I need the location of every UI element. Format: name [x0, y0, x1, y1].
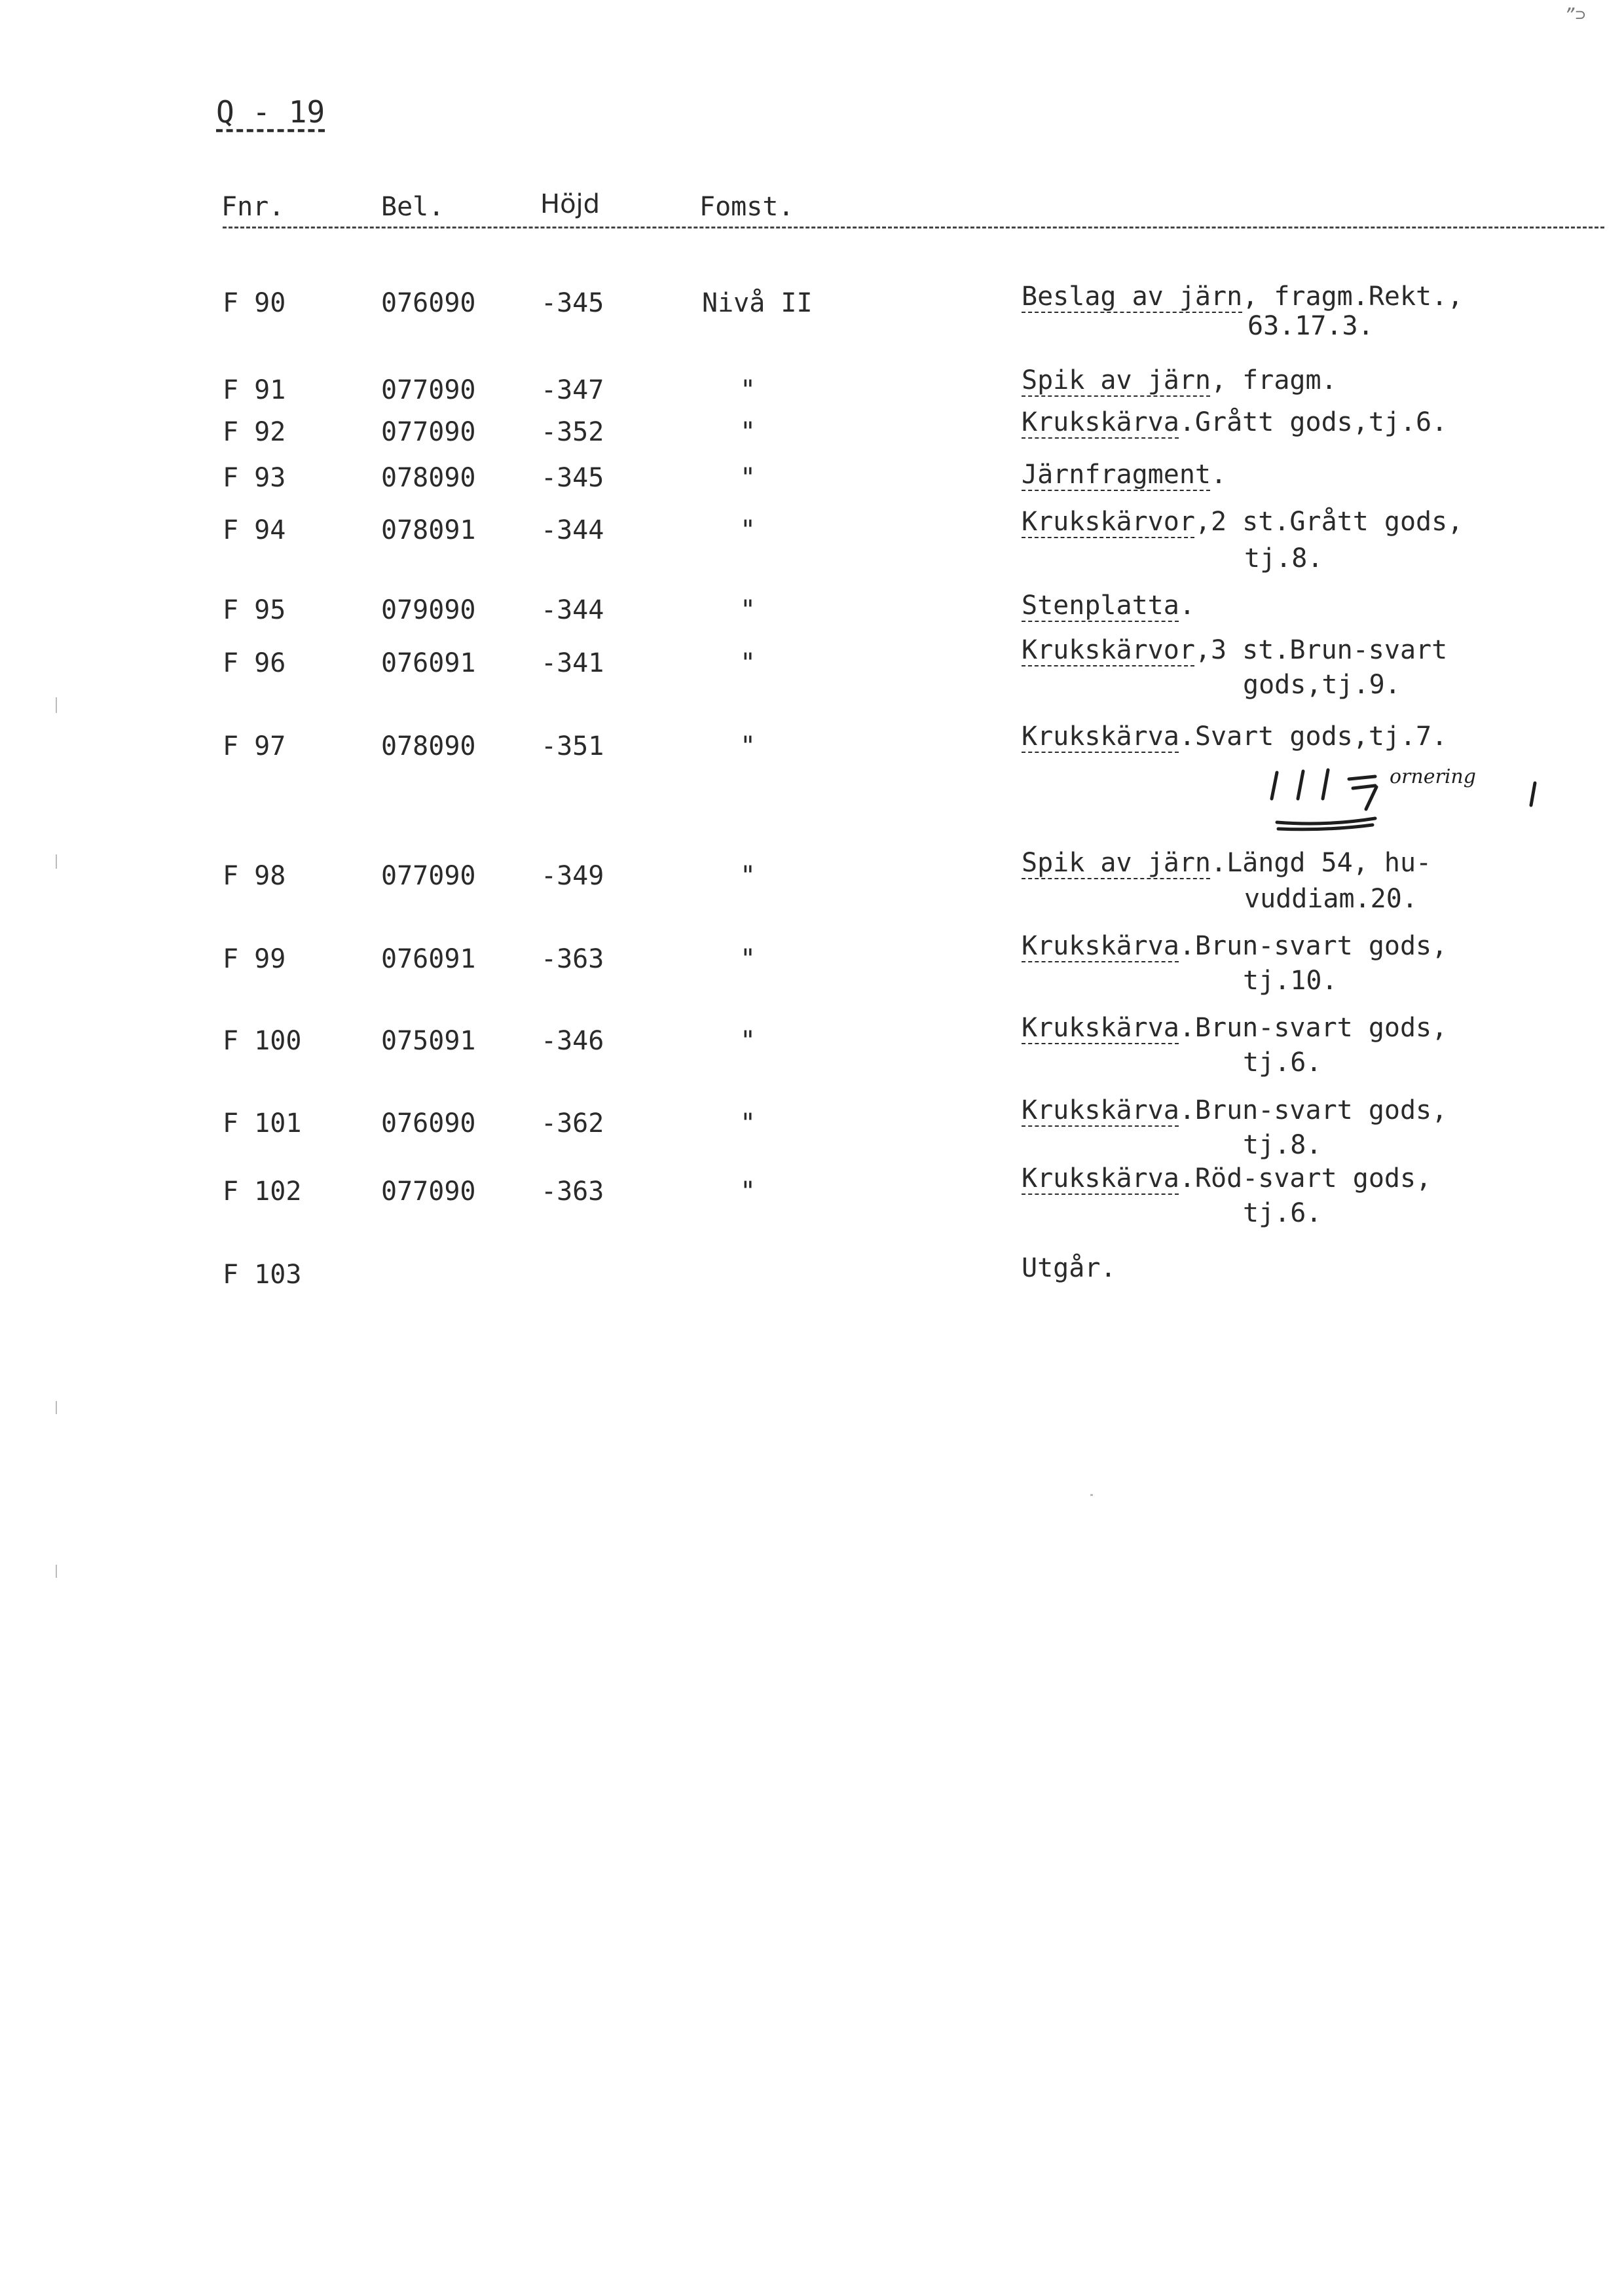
row-fnr: F 96 [223, 648, 286, 678]
row-fomst: " [740, 595, 756, 625]
row-desc [1022, 367, 1337, 393]
row-desc-head: Beslag av järn [1022, 282, 1243, 312]
row-desc [1022, 283, 1463, 310]
row-bel: 077090 [381, 861, 476, 891]
row-hojd: -352 [541, 417, 604, 447]
row-hojd: -349 [541, 861, 604, 891]
row-desc-rest: Utgår. [1022, 1253, 1116, 1283]
row-desc-rest: .Brun-svart gods, [1179, 931, 1448, 961]
row-bel: 075091 [381, 1026, 476, 1056]
header-fomst: Fomst. [699, 192, 794, 222]
header-rule [223, 227, 1604, 228]
row-desc-cont: tj.6. [1243, 1198, 1322, 1228]
row-fnr: F 91 [223, 375, 286, 405]
row-desc-head: Krukskärvor [1022, 507, 1195, 537]
row-fomst: " [740, 375, 756, 405]
row-hojd: -345 [541, 288, 604, 318]
row-bel: 077090 [381, 1176, 476, 1207]
row-hojd: -347 [541, 375, 604, 405]
row-desc-rest: ,3 st.Brun-svart [1194, 635, 1448, 665]
row-bel: 076090 [381, 288, 476, 318]
row-hojd: -362 [541, 1108, 604, 1139]
row-bel: 077090 [381, 417, 476, 447]
row-hojd: -351 [541, 731, 604, 761]
header-hojd: Höjd [540, 189, 600, 219]
row-bel: 076091 [381, 648, 476, 678]
row-desc [1022, 1165, 1431, 1192]
row-bel: 078091 [381, 515, 476, 545]
row-fomst: " [740, 1176, 756, 1207]
corner-mark: ”⊃ [1565, 5, 1586, 25]
row-desc-cont: 63.17.3. [1247, 311, 1374, 341]
row-desc-rest: .Svart gods,tj.7. [1179, 721, 1448, 752]
scan-speck [1090, 1494, 1093, 1496]
row-desc [1022, 1255, 1116, 1281]
row-desc [1022, 592, 1195, 619]
row-desc-rest: .Grått gods,tj.6. [1179, 407, 1448, 437]
row-desc-head: Krukskärva [1022, 1163, 1179, 1194]
row-fnr: F 90 [223, 288, 286, 318]
row-desc-cont: tj.6. [1243, 1048, 1322, 1078]
row-desc-head: Spik av järn [1022, 848, 1211, 878]
row-hojd: -344 [541, 595, 604, 625]
row-fomst: " [740, 861, 756, 891]
row-fnr: F 102 [223, 1176, 302, 1207]
row-desc-head: Krukskärva [1022, 931, 1179, 961]
row-fomst: " [740, 417, 756, 447]
row-desc-head: Krukskärvor [1022, 635, 1195, 665]
row-fnr: F 98 [223, 861, 286, 891]
row-desc-head: Krukskärva [1022, 1095, 1179, 1125]
row-desc-head: Järnfragment [1022, 460, 1211, 490]
row-bel: 078090 [381, 731, 476, 761]
row-desc [1022, 850, 1431, 876]
row-fomst: Nivå II [702, 288, 813, 318]
row-fnr: F 94 [223, 515, 286, 545]
row-hojd: -363 [541, 944, 604, 974]
row-fomst: " [740, 731, 756, 761]
row-desc-rest: , fragm.Rekt., [1242, 282, 1464, 312]
row-hojd: -341 [541, 648, 604, 678]
row-desc-head: Krukskärva [1022, 407, 1179, 437]
row-desc-cont: tj.8. [1244, 543, 1323, 574]
row-hojd: -363 [541, 1176, 604, 1207]
row-fomst: " [740, 1108, 756, 1139]
row-desc [1022, 1097, 1447, 1123]
row-fnr: F 101 [223, 1108, 302, 1139]
row-fomst: " [740, 463, 756, 493]
row-hojd: -344 [541, 515, 604, 545]
row-desc-rest: , fragm. [1210, 365, 1337, 395]
page-title: Q - 19 [216, 94, 325, 130]
scan-speck [56, 854, 57, 869]
row-desc-rest: . [1179, 591, 1195, 621]
row-bel: 076091 [381, 944, 476, 974]
row-fnr: F 92 [223, 417, 286, 447]
row-desc-rest: . [1210, 460, 1227, 490]
row-desc [1022, 462, 1227, 488]
row-desc-cont: tj.8. [1243, 1130, 1322, 1160]
row-bel: 076090 [381, 1108, 476, 1139]
row-desc-rest: .Längd 54, hu- [1210, 848, 1432, 878]
row-fomst: " [740, 944, 756, 974]
row-bel: 078090 [381, 463, 476, 493]
scan-speck [56, 697, 57, 713]
row-fnr: F 99 [223, 944, 286, 974]
row-desc-rest: ,2 st.Grått gods, [1194, 507, 1464, 537]
scan-speck [56, 1565, 57, 1578]
row-desc-cont: tj.10. [1243, 966, 1338, 996]
row-desc [1022, 933, 1447, 959]
row-desc-rest: .Röd-svart gods, [1179, 1163, 1432, 1194]
row-desc [1022, 409, 1447, 435]
row-fnr: F 100 [223, 1026, 302, 1056]
row-fomst: " [740, 648, 756, 678]
header-bel: Bel. [381, 192, 445, 222]
header-fnr: Fnr. [221, 192, 285, 222]
row-bel: 077090 [381, 375, 476, 405]
row-fnr: F 97 [223, 731, 286, 761]
row-desc [1022, 637, 1447, 663]
row-fomst: " [740, 515, 756, 545]
row-desc-head: Stenplatta [1022, 591, 1179, 621]
scan-speck [56, 1401, 57, 1414]
row-fomst: " [740, 1026, 756, 1056]
row-bel: 079090 [381, 595, 476, 625]
row-hojd: -346 [541, 1026, 604, 1056]
row-desc-cont: vuddiam.20. [1244, 884, 1418, 914]
row-desc [1022, 1015, 1447, 1041]
row-desc-rest: .Brun-svart gods, [1179, 1013, 1448, 1043]
row-hojd: -345 [541, 463, 604, 493]
handwritten-note: ornering [1390, 765, 1476, 788]
row-desc-head: Krukskärva [1022, 1013, 1179, 1043]
row-fnr: F 95 [223, 595, 286, 625]
row-fnr: F 93 [223, 463, 286, 493]
row-desc [1022, 509, 1463, 535]
row-fnr: F 103 [223, 1260, 302, 1290]
row-desc-head: Krukskärva [1022, 721, 1179, 752]
row-desc-cont: gods,tj.9. [1243, 670, 1401, 700]
row-desc-rest: .Brun-svart gods, [1179, 1095, 1448, 1125]
row-desc-head: Spik av järn [1022, 365, 1211, 395]
row-desc [1022, 723, 1447, 750]
